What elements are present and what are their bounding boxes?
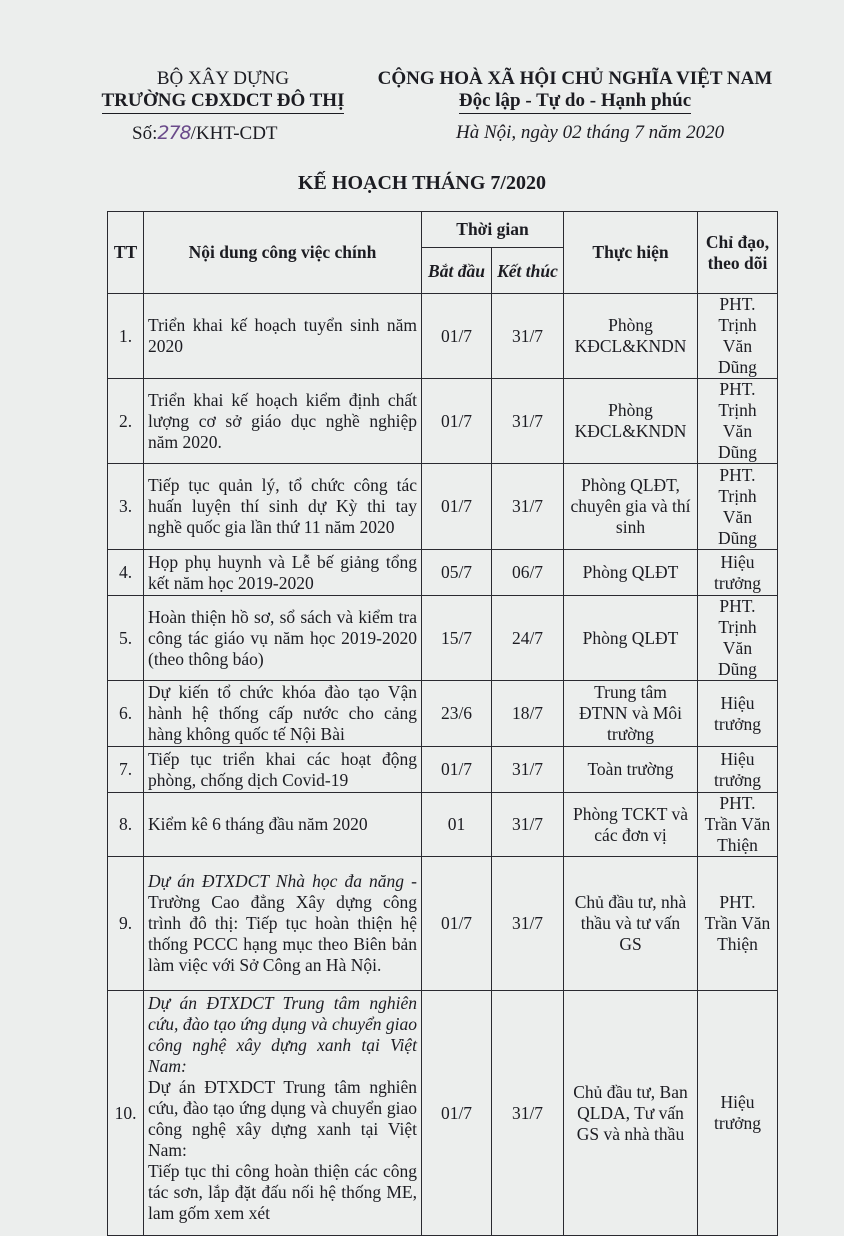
handwritten-number: 278 [157, 122, 191, 144]
nation-name: CỘNG HOÀ XÃ HỘI CHỦ NGHĨA VIỆT NAM [377, 68, 773, 89]
table-row: 8. Kiểm kê 6 tháng đầu năm 2020 01 31/7 Phòng TCKT và các đơn vị PHT. Trần Văn Thiện [108, 793, 778, 857]
school-name: TRƯỜNG CĐXDCT ĐÔ THỊ [102, 90, 345, 114]
table-row: 2. Triển khai kế hoạch kiểm định chất lượng cơ sở giáo dục nghề nghiệp năm 2020. 01/7 31/7 Phòng KĐCL&KNDN PHT. Trịnh Văn Dũng [108, 379, 778, 464]
table-row: 6. Dự kiến tổ chức khóa đào tạo Vận hành hệ thống cấp nước cho cảng hàng không quốc tế Nội Bài 23/6 18/7 Trung tâm ĐTNN và Môi trường Hiệu trưởng [108, 681, 778, 747]
header-executor: Thực hiện [564, 212, 698, 294]
header-time: Thời gian [422, 212, 564, 248]
table-row: 1. Triển khai kế hoạch tuyển sinh năm 2020 01/7 31/7 Phòng KĐCL&KNDN PHT. Trịnh Văn Dũng [108, 294, 778, 379]
table-row: 9. Dự án ĐTXDCT Nhà học đa năng - Trường Cao đẳng Xây dựng công trình đô thị: Tiếp tục hoàn thiện hệ thống PCCC hạng mục theo Biên bản làm việc với Sở Công an Hà Nội. 01/7 31/7 Chủ đầu tư, nhà thầu và tư vấn GS PHT. Trần Văn Thiện [108, 857, 778, 991]
table-row: 4. Họp phụ huynh và Lễ bế giảng tổng kết năm học 2019-2020 05/7 06/7 Phòng QLĐT Hiệu trưởng [108, 550, 778, 596]
header-start: Bắt đầu [422, 248, 492, 294]
table-row: 5. Hoàn thiện hồ sơ, sổ sách và kiểm tra công tác giáo vụ năm học 2019-2020 (theo thông báo) 15/7 24/7 Phòng QLĐT PHT. Trịnh Văn Dũng [108, 596, 778, 681]
header-supervisor: Chỉ đạo, theo dõi [698, 212, 778, 294]
document-date: Hà Nội, ngày 02 tháng 7 năm 2020 [456, 122, 725, 143]
header-content: Nội dung công việc chính [144, 212, 422, 294]
issuer-block [92, 68, 354, 114]
document-number: Số:278/KHT-CDT [132, 122, 278, 144]
header-end: Kết thúc [492, 248, 564, 294]
table-row: 10. Dự án ĐTXDCT Trung tâm nghiên cứu, đào tạo ứng dụng và chuyển giao công nghệ xây dựng xanh tại Việt Nam: Dự án ĐTXDCT Trung tâm nghiên cứu, đào tạo ứng dụng và chuyển giao công nghệ xây dựng xanh tại Việt Nam: Tiếp tục thi công hoàn thiện các công tác sơn, lắp đặt đấu nối hệ thống ME, lam gốm xem xét 01/7 31/7 Chủ đầu tư, Ban QLDA, Tư vấn GS và nhà thầu Hiệu trưởng [108, 991, 778, 1236]
national-heading [360, 68, 790, 114]
page-title: KẾ HOẠCH THÁNG 7/2020 [298, 172, 546, 194]
table-row: 7. Tiếp tục triển khai các hoạt động phòng, chống dịch Covid-19 01/7 31/7 Toàn trường Hiệu trưởng [108, 747, 778, 793]
ministry-name: BỘ XÂY DỰNG [156, 68, 290, 89]
header-tt: TT [108, 212, 144, 294]
motto: Độc lập - Tự do - Hạnh phúc [459, 90, 691, 114]
plan-table [107, 211, 778, 1236]
table-row: 3. Tiếp tục quản lý, tổ chức công tác huấn luyện thí sinh dự Kỳ thi tay nghề quốc gia lần thứ 11 năm 2020 01/7 31/7 Phòng QLĐT, chuyên gia và thí sinh PHT. Trịnh Văn Dũng [108, 464, 778, 550]
